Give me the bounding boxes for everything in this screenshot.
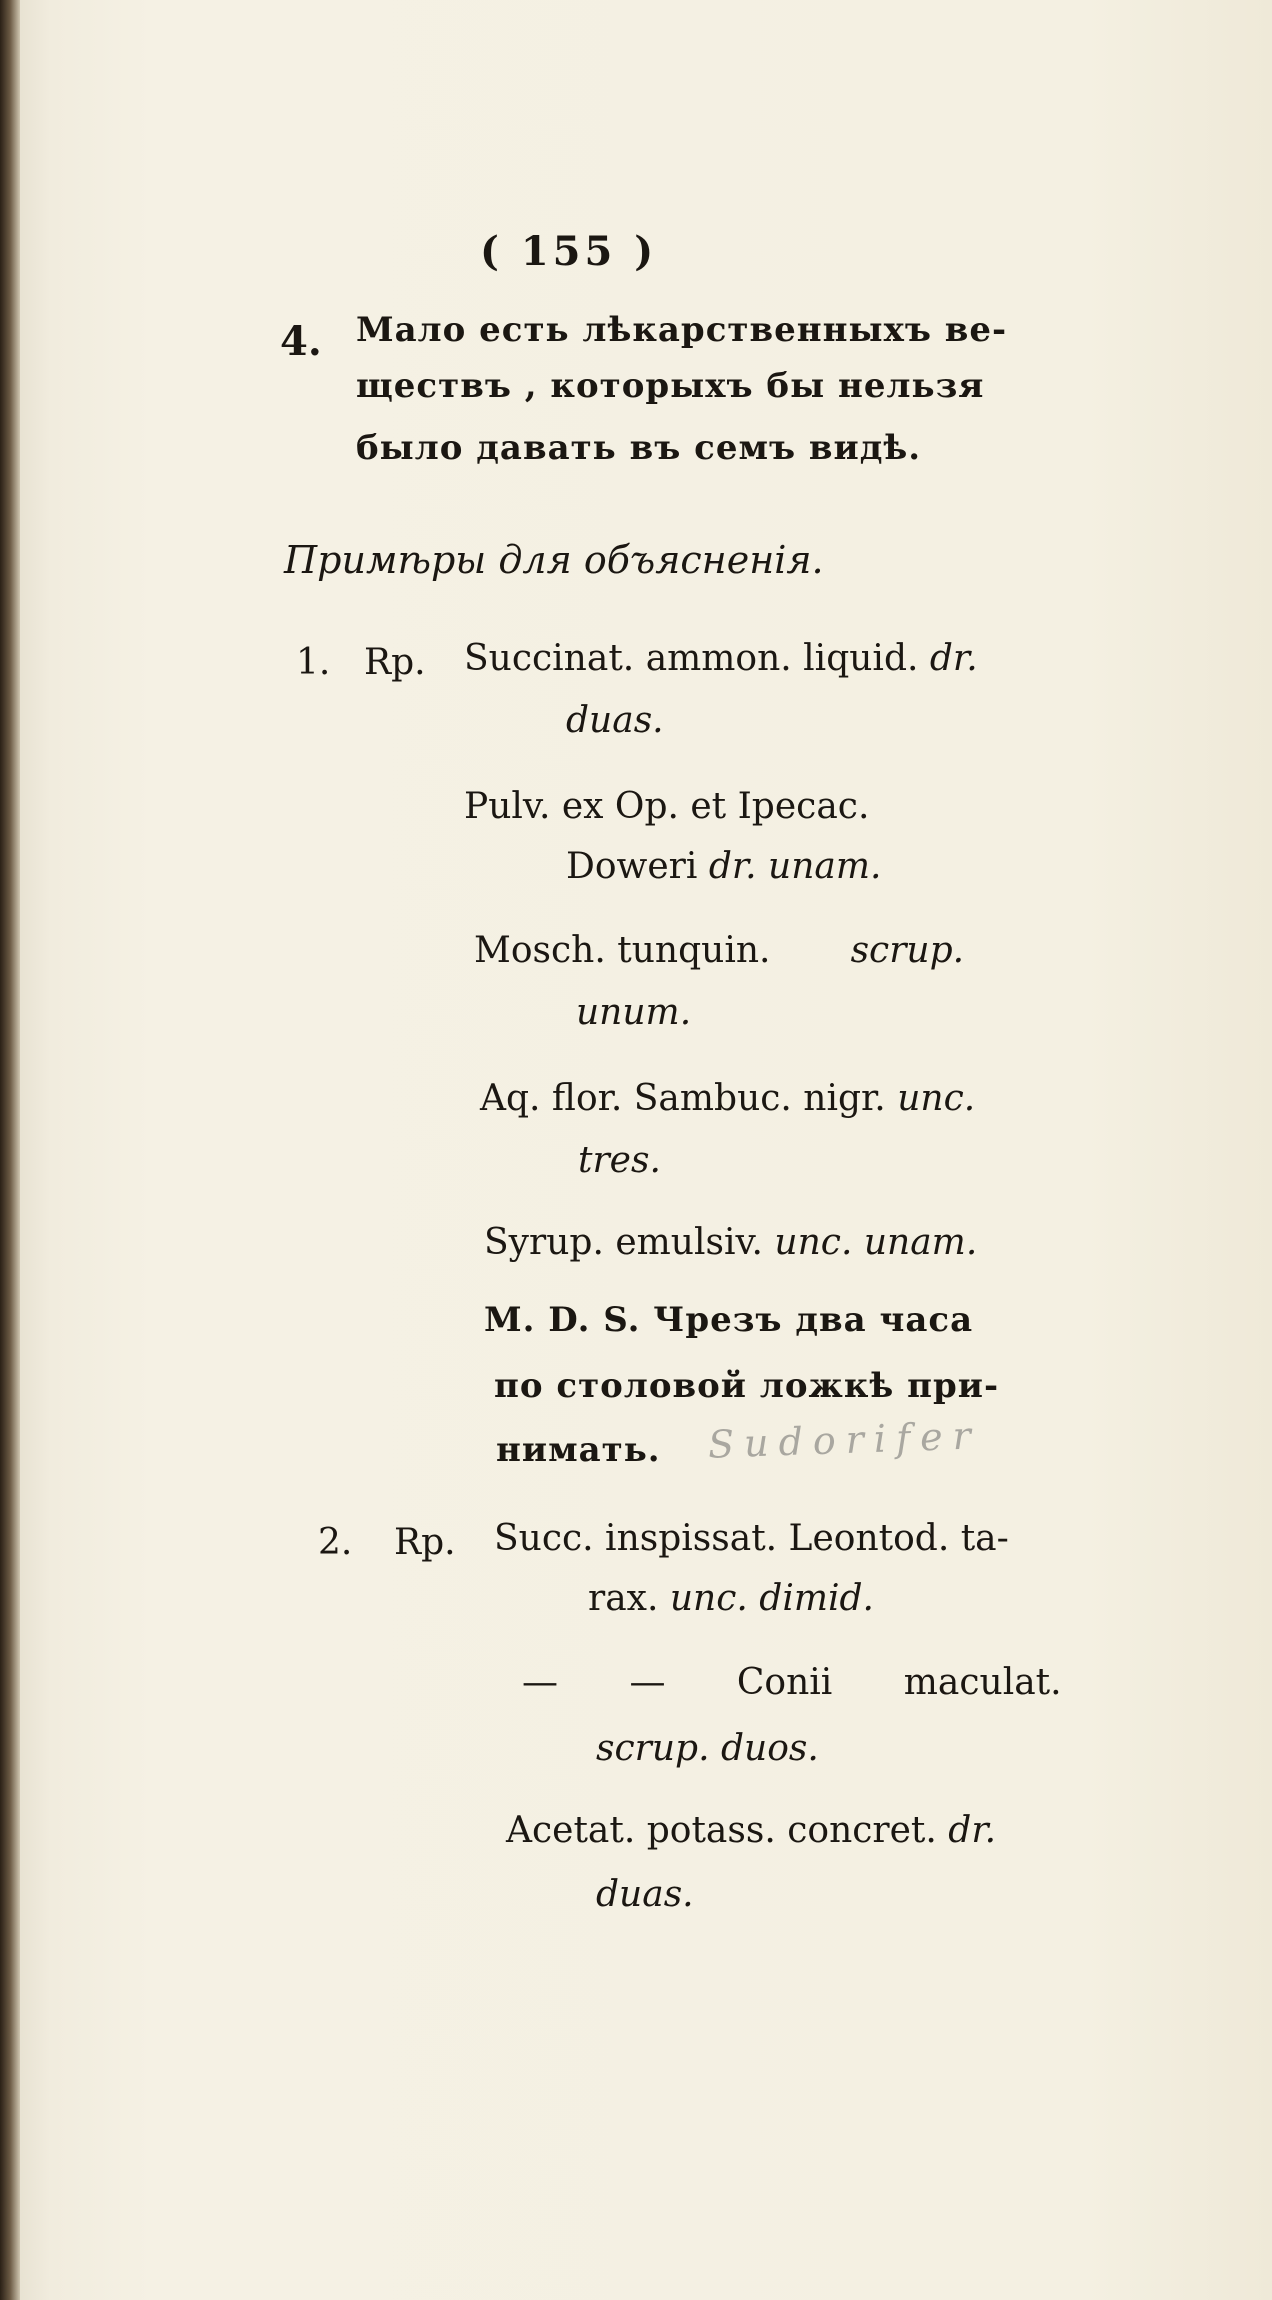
recipe-1-line-1: Succinat. ammon. liquid. dr. (464, 638, 978, 679)
recipe-1-line-4: Doweri dr. unam. (566, 846, 882, 887)
recipe-1-line-9: Syrup. emulsiv. unc. unam. (484, 1222, 978, 1263)
page-number: ( 155 ) (480, 228, 658, 275)
recipe-2-line-3: — — Conii maculat. (522, 1662, 1062, 1703)
recipe-1-line-7: Aq. flor. Sambuc. nigr. unc. (480, 1078, 976, 1119)
pencil-annotation: Sudorifer (707, 1413, 982, 1467)
recipe-1-signa-2: по столовой ложкѣ при- (494, 1366, 1000, 1406)
section-number: 4. (280, 318, 322, 365)
recipe-1-line-8: tres. (578, 1140, 661, 1181)
recipe-2-number: 2. (318, 1522, 353, 1563)
recipe-1-rp: Rp. (364, 642, 426, 683)
recipe-1-signa-1: M. D. S. Чрезъ два часа (484, 1300, 974, 1340)
recipe-2-line-6: duas. (596, 1874, 694, 1915)
intro-line-2: ществъ , которыхъ бы нельзя (356, 366, 985, 406)
recipe-1-signa-3: нимать. (496, 1430, 661, 1470)
recipe-2-rp: Rp. (394, 1522, 456, 1563)
intro-line-3: было давать въ семъ видѣ. (356, 428, 922, 468)
recipe-1-line-3: Pulv. ex Op. et Ipecac. (464, 786, 870, 827)
recipe-1-line-2: duas. (566, 700, 664, 741)
recipe-2-line-4: scrup. duos. (596, 1728, 819, 1769)
book-binding-edge (0, 0, 20, 2300)
recipe-2-line-1: Succ. inspissat. Leontod. ta- (494, 1518, 1009, 1559)
recipe-1-line-5: Mosch. tunquin. scrup. (474, 930, 965, 971)
intro-line-1: Мало есть лѣкарственныхъ ве- (356, 310, 1008, 350)
recipe-2-line-5: Acetat. potass. concret. dr. (506, 1810, 997, 1851)
recipe-2-line-2: rax. unc. dimid. (588, 1578, 874, 1619)
examples-heading: Примѣры для объясненія. (284, 538, 824, 582)
recipe-1-line-6: unum. (576, 992, 692, 1033)
recipe-1-number: 1. (296, 642, 331, 683)
